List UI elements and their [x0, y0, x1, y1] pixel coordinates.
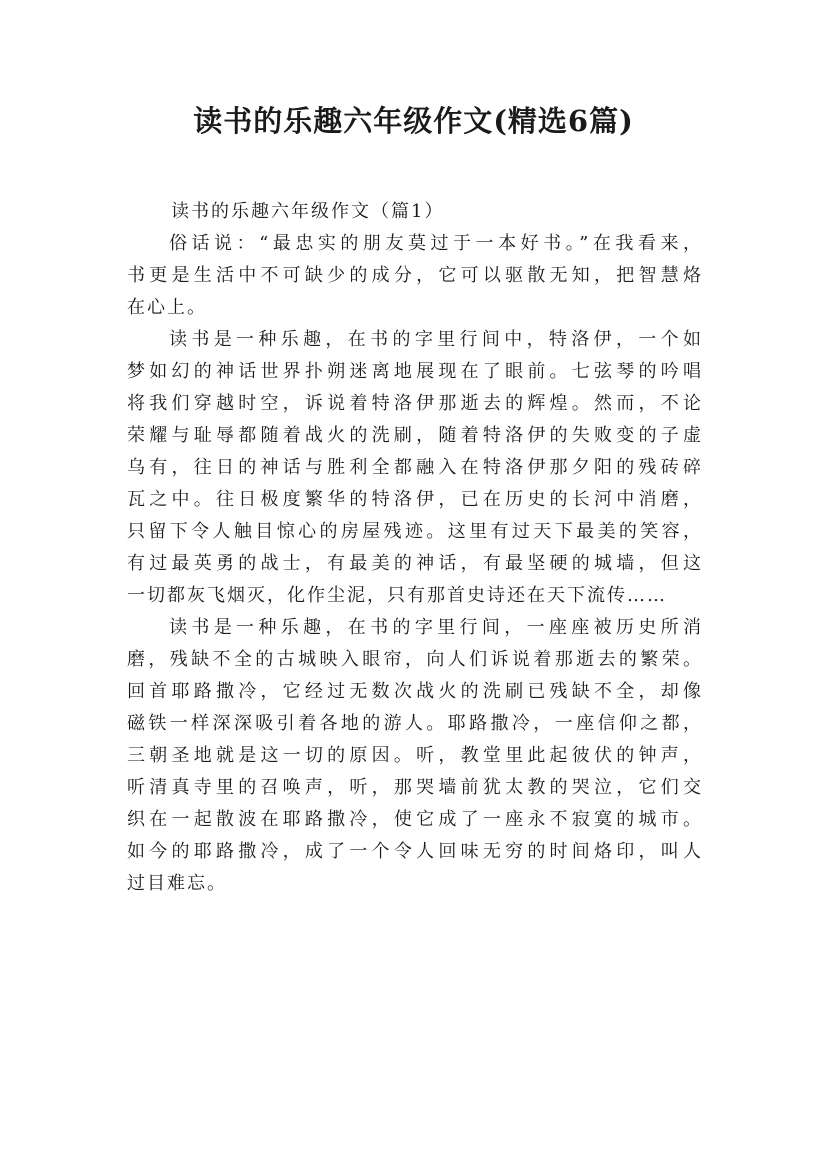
- essay-line: 俗话说：“最忠实的朋友莫过于一本好书。”在我看来，: [169, 233, 701, 254]
- essay-line: 织在一起散波在耶路撒冷，使它成了一座永不寂寞的城市。: [127, 809, 701, 830]
- essay-line: 在心上。: [127, 297, 207, 318]
- essay-line: 有过最英勇的战士，有最美的神话，有最坚硬的城墙，但这: [127, 553, 701, 574]
- essay-line: 三朝圣地就是这一切的原因。听，教堂里此起彼伏的钟声，: [127, 745, 701, 766]
- essay-line: 回首耶路撒冷，它经过无数次战火的洗刷已残缺不全，却像: [127, 681, 701, 702]
- document-title: 读书的乐趣六年级作文(精选6篇): [193, 104, 634, 138]
- essay-line: 听清真寺里的召唤声，听，那哭墙前犹太教的哭泣，它们交: [127, 777, 701, 798]
- essay-line: 如今的耶路撒冷，成了一个令人回味无穷的时间烙印，叫人: [127, 841, 701, 862]
- essay-line: 荣耀与耻辱都随着战火的洗刷，随着特洛伊的失败变的子虚: [127, 425, 701, 446]
- essay-line: 磁铁一样深深吸引着各地的游人。耶路撒冷，一座信仰之都，: [127, 713, 701, 734]
- essay-line: 磨，残缺不全的古城映入眼帘，向人们诉说着那逝去的繁荣。: [127, 649, 701, 670]
- essay-line: 乌有，往日的神话与胜利全都融入在特洛伊那夕阳的残砖碎: [127, 457, 701, 478]
- section-heading: 读书的乐趣六年级作文（篇1）: [171, 201, 445, 222]
- essay-line: 瓦之中。往日极度繁华的特洛伊，已在历史的长河中消磨，: [127, 489, 701, 510]
- essay-line: 读书是一种乐趣，在书的字里行间，一座座被历史所消: [169, 617, 701, 638]
- essay-body: [127, 228, 701, 900]
- essay-line: 将我们穿越时空，诉说着特洛伊那逝去的辉煌。然而，不论: [127, 393, 701, 414]
- essay-line: 读书是一种乐趣，在书的字里行间中，特洛伊，一个如: [169, 329, 701, 350]
- essay-line: 只留下令人触目惊心的房屋残迹。这里有过天下最美的笑容，: [127, 521, 701, 542]
- essay-line: 书更是生活中不可缺少的成分，它可以驱散无知，把智慧烙: [127, 265, 701, 286]
- essay-line: 梦如幻的神话世界扑朔迷离地展现在了眼前。七弦琴的吟唱: [127, 361, 701, 382]
- essay-line: 一切都灰飞烟灭，化作尘泥，只有那首史诗还在天下流传……: [127, 585, 667, 606]
- essay-line: 过目难忘。: [127, 873, 227, 894]
